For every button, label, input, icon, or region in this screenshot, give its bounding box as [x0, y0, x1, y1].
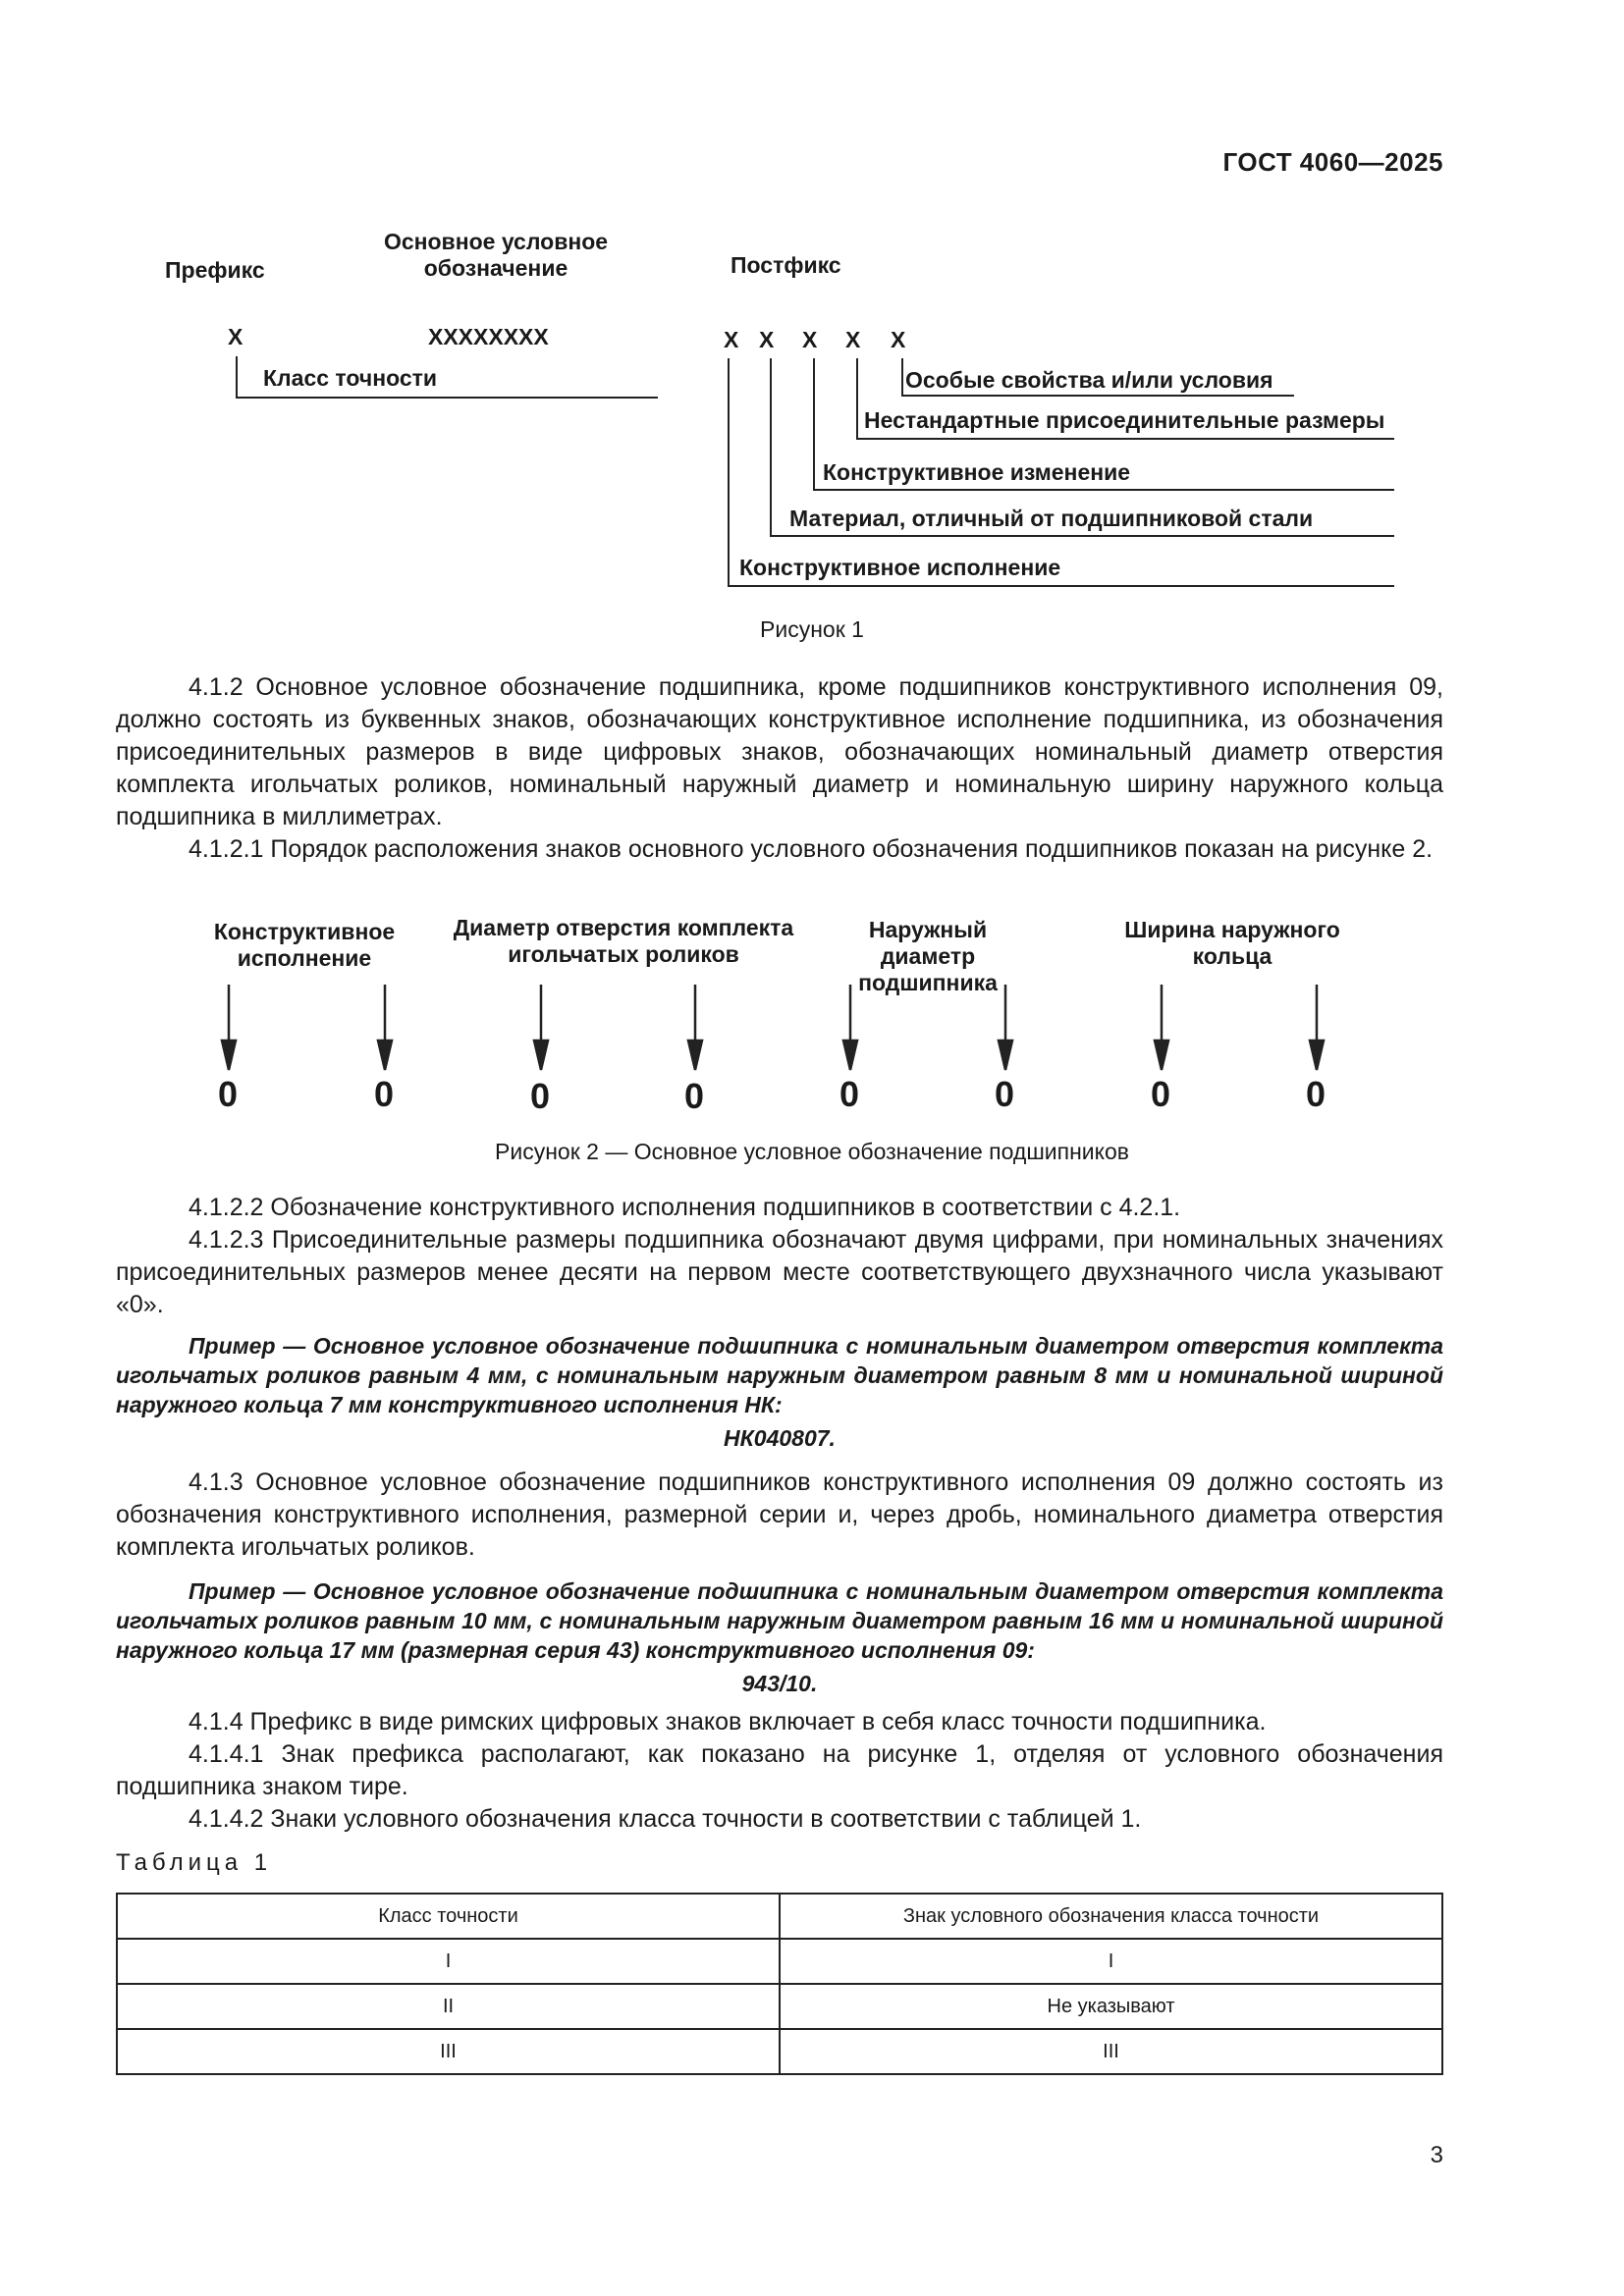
digit: 0 [218, 1074, 239, 1114]
text-block-2 [116, 1192, 1443, 1321]
postfix-sign: X [802, 327, 818, 352]
table-header-cell: Класс точности [117, 1894, 780, 1939]
digit: 0 [374, 1074, 395, 1114]
down-arrow-icon [1310, 985, 1324, 1070]
prefix-sign: X [228, 324, 244, 349]
postfix-sign: X [845, 327, 861, 352]
paragraph-4-1-3: 4.1.3 Основное условное обозначение подшипников конструктивного исполнения 09 должно состоять из обозначения конструктивного исполнения, размерной серии и, через дробь, номинального диаметра отверстия комплекта игольчатых роликов. [116, 1468, 1443, 1561]
postfix-label: Постфикс [731, 252, 841, 278]
down-arrow-icon [534, 985, 548, 1070]
table-cell: I [780, 1939, 1442, 1984]
group-label: Конструктивное исполнение [213, 919, 396, 971]
example-1: Пример — Основное условное обозначение подшипника с номинальным диаметром отверстия комплекта игольчатых роликов равным 4 мм, с номинальным наружным диаметром равным 8 мм и номинальной шириной наружного кольца 7 мм конструктивного исполнения НК: НК040807. [116, 1333, 1443, 1451]
table-header-cell: Знак условного обозначения класса точности [780, 1894, 1442, 1939]
digit: 0 [1151, 1074, 1171, 1114]
main-label: Основное условное обозначение [383, 229, 609, 281]
digit: 0 [995, 1074, 1015, 1114]
callout-design: Конструктивное исполнение [739, 555, 1061, 580]
paragraph-4-1-2-3: 4.1.2.3 Присоединительные размеры подшипника обозначают двумя цифрами, при номинальных значениях присоединительных размеров менее десяти на первом месте соответствующего двухзначного числа указывают «0». [116, 1226, 1443, 1318]
postfix-sign: X [891, 327, 906, 352]
table-row [117, 1984, 1442, 2029]
postfix-sign: X [759, 327, 775, 352]
page-number: 3 [1430, 2142, 1443, 2168]
table-row [117, 2029, 1442, 2074]
example-1-code: НК040807. [724, 1425, 836, 1451]
prefix-callout: Класс точности [263, 365, 438, 391]
table-title: Таблица 1 [116, 1849, 273, 1876]
paragraph-4-1-2: 4.1.2 Основное условное обозначение подшипника, кроме подшипников конструктивного исполнения 09, должно состоять из буквенных знаков, обозначающих конструктивное исполнение подшипника, из обозначения присоединительных размеров в виде цифровых знаков, обозначающих номинальный диаметр отверстия комплекта игольчатых роликов, номинальный наружный диаметр и номинальную ширину наружного кольца подшипника в миллиметрах. [116, 673, 1443, 830]
digit: 0 [684, 1076, 705, 1116]
figure-2-caption: Рисунок 2 — Основное условное обозначение подшипников [495, 1139, 1129, 1164]
callout-design-change: Конструктивное изменение [823, 459, 1131, 485]
table-1 [116, 1893, 1443, 2075]
digit: 0 [839, 1074, 860, 1114]
digit: 0 [530, 1076, 551, 1116]
example-2: Пример — Основное условное обозначение подшипника с номинальным диаметром отверстия комплекта игольчатых роликов равным 10 мм, с номинальным наружным диаметром равным 16 мм и номинальной шириной наружного кольца 17 мм (размерная серия 43) конструктивного исполнения 09: 943/10. [116, 1578, 1443, 1696]
postfix-sign: X [724, 327, 739, 352]
table-cell: III [117, 2029, 780, 2074]
main-sign: XXXXXXXX [428, 324, 549, 349]
example-2-code: 943/10. [741, 1671, 818, 1696]
table-cell: Не указывают [780, 1984, 1442, 2029]
down-arrow-icon [378, 985, 392, 1070]
arrows-layer [0, 0, 1624, 1099]
document-id: ГОСТ 4060—2025 [1222, 147, 1443, 177]
group-label: Диаметр отверстия комплекта игольчатых роликов [453, 915, 794, 967]
paragraph-4-1-2-2: 4.1.2.2 Обозначение конструктивного исполнения подшипников в соответствии с 4.2.1. [189, 1194, 1181, 1221]
text-block-3 [116, 1467, 1443, 1564]
down-arrow-icon [222, 985, 236, 1070]
digit: 0 [1306, 1074, 1326, 1114]
table-cell: I [117, 1939, 780, 1984]
callout-material: Материал, отличный от подшипниковой стали [789, 506, 1314, 531]
callout-nonstandard: Нестандартные присоединительные размеры [864, 407, 1385, 433]
callout-special: Особые свойства и/или условия [905, 367, 1273, 393]
table-cell: II [117, 1984, 780, 2029]
paragraph-4-1-4-2: 4.1.4.2 Знаки условного обозначения класса точности в соответствии с таблицей 1. [189, 1805, 1142, 1833]
paragraph-4-1-4: 4.1.4 Префикс в виде римских цифровых знаков включает в себя класс точности подшипника. [189, 1708, 1267, 1735]
group-label: Наружный диаметр подшипника [858, 917, 998, 995]
table-cell: III [780, 2029, 1442, 2074]
down-arrow-icon [1155, 985, 1168, 1070]
figure-1-caption: Рисунок 1 [760, 616, 864, 642]
down-arrow-icon [999, 985, 1012, 1070]
down-arrow-icon [843, 985, 857, 1070]
text-block-4 [116, 1706, 1443, 1836]
table-row [117, 1939, 1442, 1984]
paragraph-4-1-2-1: 4.1.2.1 Порядок расположения знаков основного условного обозначения подшипников показан на рисунке 2. [189, 835, 1434, 863]
prefix-label: Префикс [165, 257, 265, 283]
table-header-row [117, 1894, 1442, 1939]
paragraph-4-1-4-1: 4.1.4.1 Знак префикса располагают, как показано на рисунке 1, отделяя от условного обозначения подшипника знаком тире. [116, 1740, 1443, 1800]
down-arrow-icon [688, 985, 702, 1070]
group-label: Ширина наружного кольца [1124, 917, 1340, 969]
